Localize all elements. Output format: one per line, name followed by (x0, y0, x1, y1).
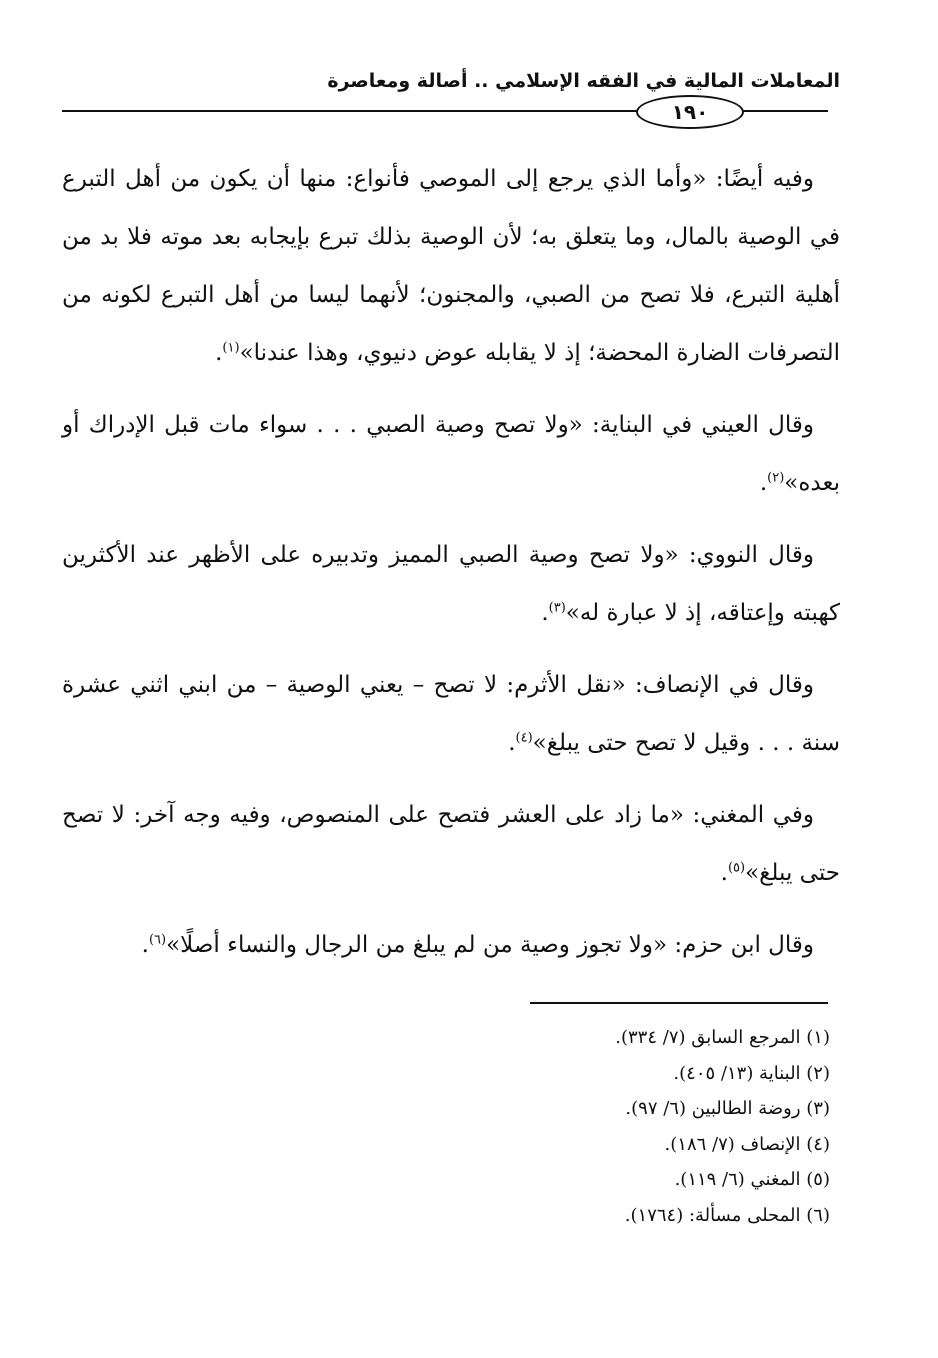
paragraph (62, 150, 840, 382)
paragraph (62, 656, 840, 772)
main-text (62, 150, 840, 988)
footnote-item: (٦) المحلى مسألة: (١٧٦٤). (624, 1204, 830, 1226)
paragraph (62, 916, 840, 974)
footnote-marker: (٣) (548, 600, 566, 616)
running-header: المعاملات المالية في الفقه الإسلامي .. أصالة ومعاصرة (327, 70, 840, 92)
paragraph (62, 396, 840, 512)
paragraph-end: . (508, 730, 516, 756)
paragraph-end: . (720, 860, 728, 886)
paragraph-end: . (215, 340, 223, 366)
paragraph-text: وقال ابن حزم: «ولا تجوز وصية من لم يبلغ من الرجال والنساء أصلًا» (166, 932, 814, 958)
paragraph-end: . (141, 932, 149, 958)
footnote-marker: (١) (222, 340, 240, 356)
paragraph-text: وقال النووي: «ولا تصح وصية الصبي المميز وتدبيره على الأظهر عند الأكثرين كهبته وإعتاقه، إذ لا عبارة له» (62, 542, 840, 626)
footnotes-list (410, 1020, 830, 1233)
footnote-item: (٣) روضة الطالبين (٦/ ٩٧). (625, 1098, 830, 1119)
footnote-marker: (٢) (767, 470, 785, 486)
footnote-item: (١) المرجع السابق (٧/ ٣٣٤). (615, 1027, 830, 1048)
paragraph-text: وقال في الإنصاف: «نقل الأثرم: لا تصح – يعني الوصية – من ابني اثني عشرة سنة . . . وقيل لا تصح حتى يبلغ» (62, 672, 840, 756)
paragraph (62, 526, 840, 642)
paragraph-end: . (759, 470, 768, 496)
paragraph (62, 786, 840, 902)
page-number: ١٩٠ (636, 95, 744, 129)
footnote-item: (٢) البناية (١٣/ ٤٠٥). (673, 1062, 830, 1084)
footnote-separator (530, 1002, 828, 1004)
paragraph-text: وفيه أيضًا: «وأما الذي يرجع إلى الموصي فأنواع: منها أن يكون من أهل التبرع في الوصية بالمال، وما يتعلق به؛ لأن الوصية بذلك تبرع بإيجابه بعد موته فلا بد من أهلية التبرع، فلا تصح من الصبي، والمجنون؛ لأنهما ليسا من أهل التبرع لكونه من التصرفات الضارة المحضة؛ إذ لا يقابله عوض دنيوي، وهذا عندنا» (62, 166, 840, 366)
footnote-item: (٤) الإنصاف (٧/ ١٨٦). (664, 1133, 830, 1155)
footnote-marker: (٦) (148, 932, 167, 948)
paragraph-text: وفي المغني: «ما زاد على العشر فتصح على المنصوص، وفيه وجه آخر: لا تصح حتى يبلغ» (62, 802, 840, 886)
paragraph-end: . (541, 600, 549, 626)
footnote-marker: (٥) (727, 860, 746, 876)
footnote-marker: (٤) (515, 730, 533, 746)
paragraph-text: وقال العيني في البناية: «ولا تصح وصية الصبي . . . سواء مات قبل الإدراك أو بعده» (62, 412, 840, 496)
footnote-item: (٥) المغني (٦/ ١١٩). (674, 1169, 830, 1190)
